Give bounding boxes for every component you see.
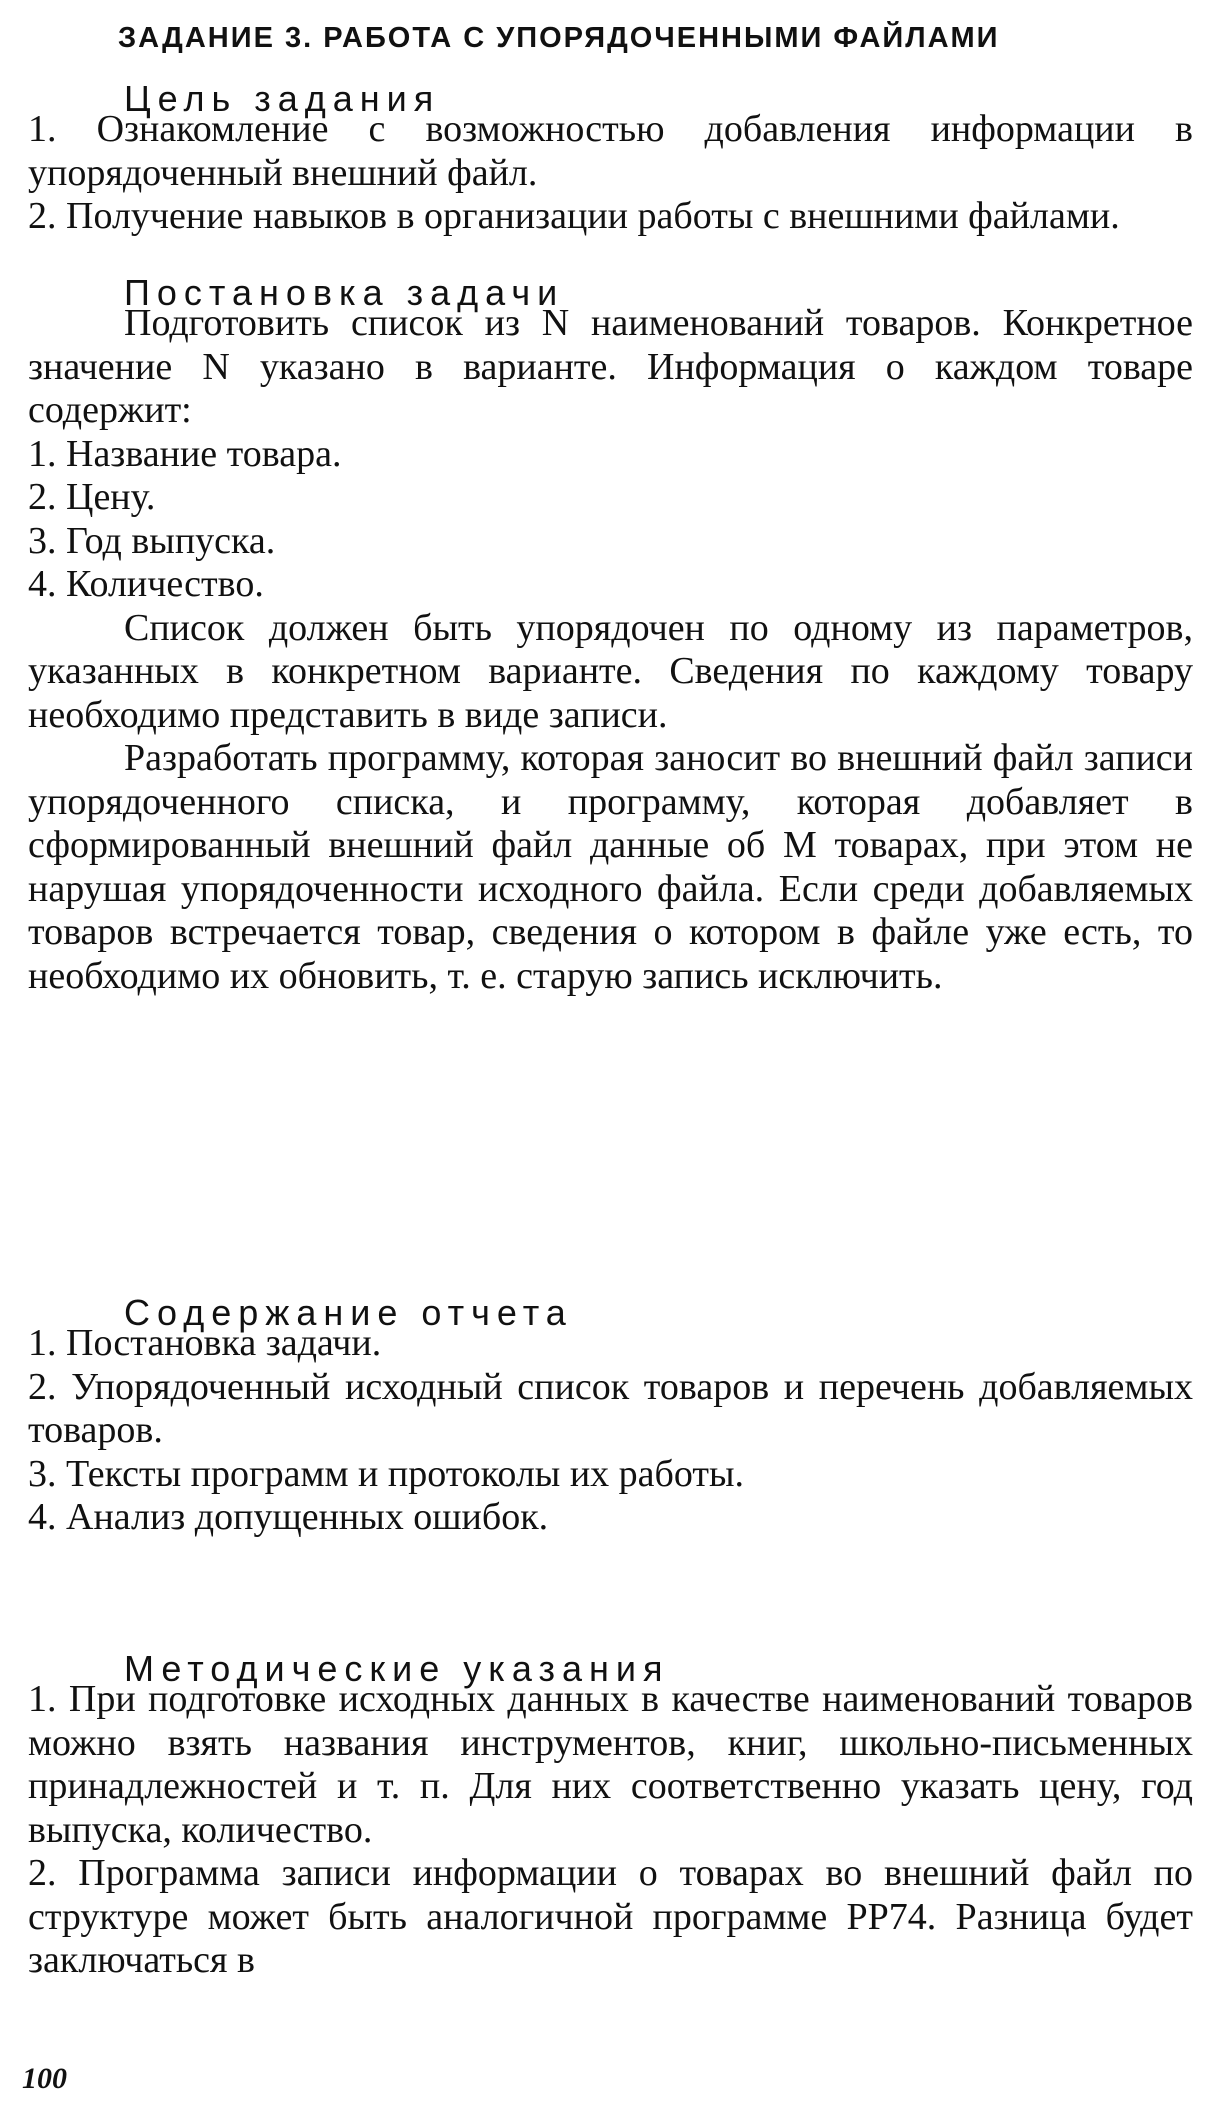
guideline-item-2: 2. Программа записи информации о товарах во внешний файл по структуре может быть аналогичной программе PP74. Разница будет заключаться в — [28, 1852, 1193, 1981]
task-paragraph-2: Разработать программу, которая заносит во внешний файл записи упорядоченного списка, и программу, которая добавляет в сформированный внешний файл данные об M товарах, при этом не нарушая упорядоченности исходного файла. Если среди добавляемых товаров встречается товар, сведения о котором в файле уже есть, то необходимо их обновить, т. е. старую запись исключить. — [28, 737, 1193, 997]
task-body — [28, 302, 1193, 998]
section-heading-guidelines: Методические указания — [124, 1648, 670, 1689]
guideline-item-1: 1. При подготовке исходных данных в качестве наименований товаров можно взять названия инструментов, книг, школьно-письменных принадлежностей и т. п. Для них соответственно указать цену, год выпуска, количество. — [28, 1678, 1193, 1851]
guidelines-list — [28, 1678, 1193, 1983]
task-intro: Подготовить список из N наименований товаров. Конкретное значение N указано в варианте. Информация о каждом товаре содержит: — [28, 302, 1193, 431]
report-list — [28, 1322, 1193, 1540]
page-header: ЗАДАНИЕ 3. РАБОТА С УПОРЯДОЧЕННЫМИ ФАЙЛАМИ — [118, 22, 1000, 54]
task-item-4: 4. Количество. — [28, 563, 264, 605]
report-item-2: 2. Упорядоченный исходный список товаров и перечень добавляемых товаров. — [28, 1365, 1193, 1451]
report-item-4: 4. Анализ допущенных ошибок. — [28, 1496, 549, 1538]
goal-list — [28, 108, 1193, 239]
section-heading-report: Содержание отчета — [124, 1292, 573, 1333]
goal-item-1: 1. Ознакомление с возможностью добавления информации в упорядоченный внешний файл. — [28, 108, 1193, 194]
task-item-3: 3. Год выпуска. — [28, 519, 276, 562]
page-number: 100 — [22, 2062, 67, 2095]
report-item-3: 3. Тексты программ и протоколы их работы. — [28, 1452, 745, 1495]
section-heading-goal: Цель задания — [124, 78, 441, 119]
section-heading-task: Постановка задачи — [124, 272, 565, 313]
report-item-1: 1. Постановка задачи. — [28, 1322, 382, 1364]
task-paragraph-1: Список должен быть упорядочен по одному из параметров, указанных в конкретном варианте. Сведения по каждому товару необходимо представить в виде записи. — [28, 606, 1193, 736]
task-item-2: 2. Цену. — [28, 476, 156, 518]
goal-item-2: 2. Получение навыков в организации работы с внешними файлами. — [28, 195, 1120, 237]
task-item-1: 1. Название товара. — [28, 432, 342, 475]
